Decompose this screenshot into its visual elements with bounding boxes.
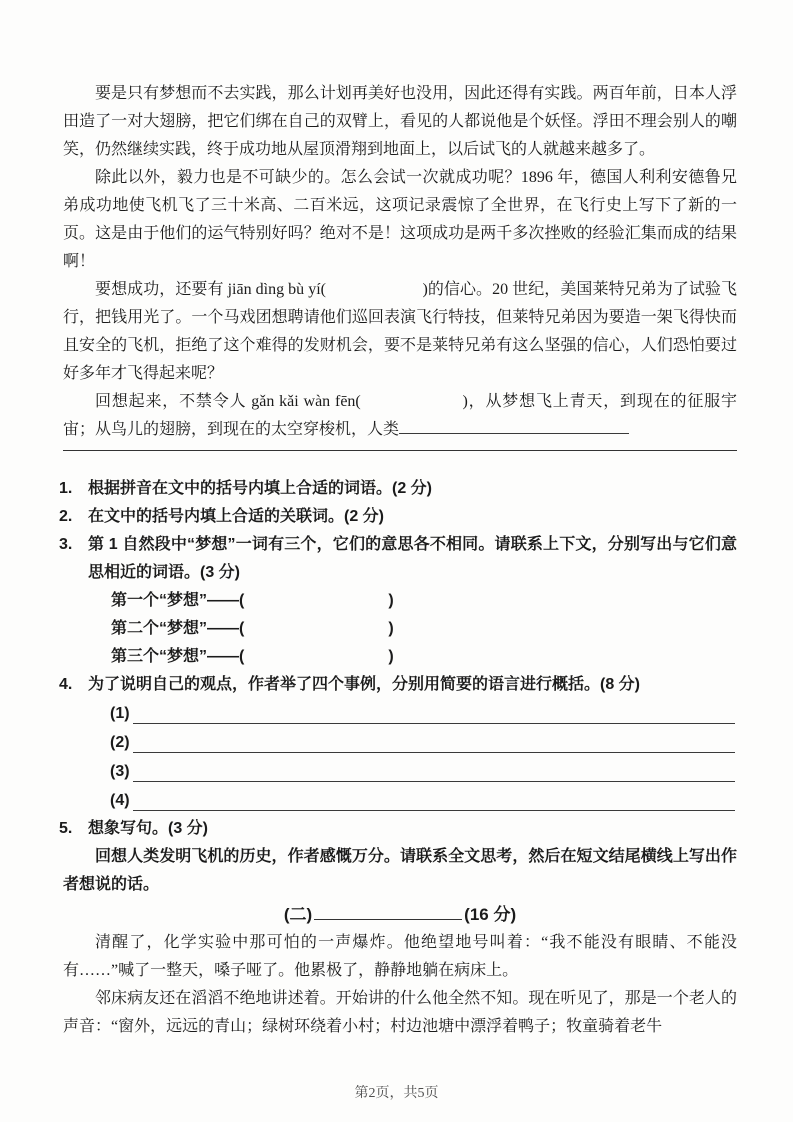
section2-score: (16 分) (464, 905, 517, 924)
question-5-number: 5. (59, 820, 73, 837)
full-answer-blank (63, 444, 737, 451)
section2-paragraph-1: 清醒了，化学实验中那可怕的一声爆炸。他绝望地号叫着：“我不能没有眼睛、不能没有……”喊了一整天，嗓子哑了。他累极了，静静地躺在病床上。 (63, 934, 737, 979)
question-4-number: 4. (59, 676, 73, 693)
questions-section (59, 475, 737, 899)
question-4 (59, 671, 737, 699)
q4-blank-line-2 (133, 752, 735, 753)
q3-subitem-2: 第二个“梦想”——( ) (111, 620, 394, 637)
section2-label: (二) (283, 905, 313, 924)
q4-blank-row-2 (63, 728, 737, 757)
passage1-paragraph-3: 要想成功，还要有 jiān dìng bù yí( )的信心。20 世纪，美国莱特兄弟为了试验飞行，把钱用光了。一个马戏团想聘请他们巡回表演飞行特技，但莱特兄弟因为要造一架飞得快而且安全的飞机，拒绝了这个难得的发财机会，要不是莱特兄弟有这么坚强的信心，人们恐怕要过好多年才飞得起来呢？ (63, 281, 737, 382)
question-5-note: 回想人类发明飞机的历史，作者感慨万分。请联系全文思考，然后在短文结尾横线上写出作者想说的话。 (63, 848, 737, 893)
q3-subitem-3: 第三个“梦想”——( ) (111, 648, 394, 665)
question-2 (59, 503, 737, 531)
question-5-text: 想象写句。(3 分) (88, 820, 209, 837)
page-footer: 第2页，共5页 (354, 1086, 439, 1101)
passage1-paragraph-1: 要是只有梦想而不去实践，那么计划再美好也没用，因此还得有实践。两百年前，日本人浮田造了一对大翅膀，把它们绑在自己的双臂上，看见的人都说他是个妖怪。浮田不理会别人的嘲笑，仍然继续实践，终于成功地从屋顶滑翔到地面上，以后试飞的人就越来越多了。 (63, 85, 737, 158)
question-3-text: 第 1 自然段中“梦想”一词有三个，它们的意思各不相同。请联系上下文，分别写出与它们意思相近的词语。(3 分) (88, 536, 737, 581)
section2-heading (63, 900, 737, 929)
passage1-paragraph-2: 除此以外，毅力也是不可缺少的。怎么会试一次就成功呢？1896 年，德国人利利安德鲁兄弟成功地使飞机飞了三十米高、二百米远，这项记录震惊了全世界，在飞行史上写下了新的一页。这是由于他们的运气特别好吗？绝对不是！这项成功是两千多次挫败的经验汇集而成的结果啊！ (63, 169, 737, 270)
question-1-number: 1. (59, 480, 73, 497)
question-1-text: 根据拼音在文中的括号内填上合适的词语。(2 分) (88, 480, 433, 497)
passage1-paragraph-4-text: 回想起来，不禁令人 gǎn kǎi wàn fēn( )，从梦想飞上青天，到现在的征服宇宙；从鸟儿的翅膀，到现在的太空穿梭机，人类 (63, 393, 737, 438)
q4-blank-row-4 (63, 786, 737, 815)
q4-blank-line-4 (133, 810, 735, 811)
question-3-number: 3. (59, 536, 73, 553)
question-3 (59, 531, 737, 587)
q4-blank-line-1 (133, 723, 735, 724)
section2-paragraph-2: 邻床病友还在滔滔不绝地讲述着。开始讲的什么他全然不知。现在听见了，那是一个老人的声音：“窗外，远远的青山；绿树环绕着小村；村边池塘中漂浮着鸭子；牧童骑着老牛 (63, 990, 737, 1035)
q4-blank-line-3 (133, 781, 735, 782)
section2 (63, 900, 737, 1041)
q4-blank-label-4: (4) (110, 792, 130, 809)
section2-title-blank (314, 917, 462, 920)
q3-subitem-1: 第一个“梦想”——( ) (111, 592, 394, 609)
q4-blank-row-3 (63, 757, 737, 786)
question-5 (59, 815, 737, 843)
passage1 (63, 80, 737, 451)
q4-blank-label-1: (1) (110, 705, 130, 722)
question-4-text: 为了说明自己的观点，作者举了四个事例，分别用简要的语言进行概括。(8 分) (88, 676, 641, 693)
passage1-paragraph-4 (63, 388, 737, 444)
q4-blank-row-1 (63, 699, 737, 728)
question-2-number: 2. (59, 508, 73, 525)
question-1 (59, 475, 737, 503)
q4-blank-label-3: (3) (110, 763, 130, 780)
inline-answer-blank (399, 431, 629, 434)
page-content (59, 80, 737, 1041)
q4-blank-label-2: (2) (110, 734, 130, 751)
question-2-text: 在文中的括号内填上合适的关联词。(2 分) (88, 508, 385, 525)
